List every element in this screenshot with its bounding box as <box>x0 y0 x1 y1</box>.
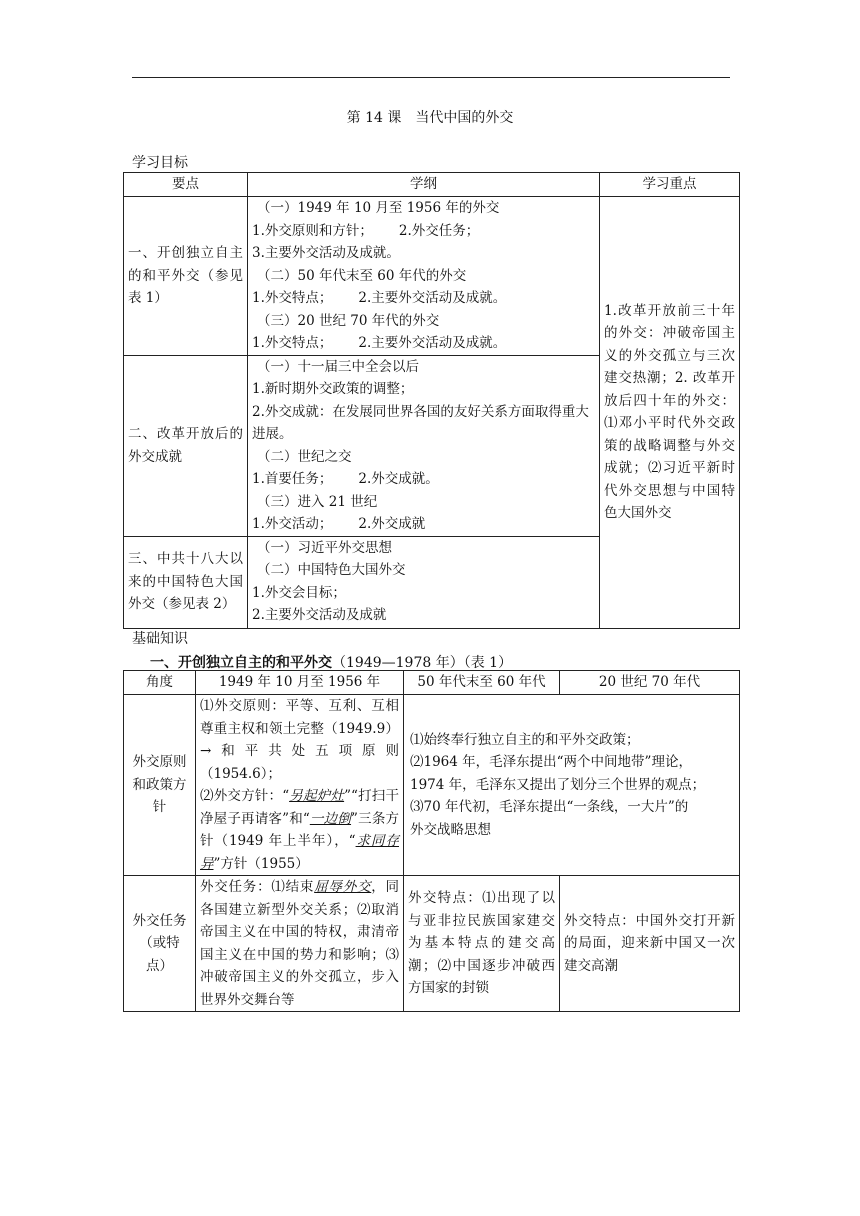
outline-line: （二）中国特色大国外交 <box>257 562 406 578</box>
merged-line: ⑶70 年代初，毛泽东提出“一条线，一大片”的 <box>410 799 689 816</box>
t2-row2-col1 <box>196 876 404 1012</box>
merged-line: 1974 年，毛泽东又提出了划分三个世界的观点； <box>410 776 706 793</box>
goals-header-point: 要点 <box>124 173 248 197</box>
policy-text <box>200 785 399 875</box>
policy-text-part: ”“打扫干净屋子再请客”和“ <box>200 788 399 827</box>
outline-line: （三）20 世纪 70 年代的外交 <box>257 312 440 329</box>
outline-line: 1.外交会目标； <box>252 584 346 601</box>
emphasis-term: 另起炉灶 <box>289 788 345 804</box>
goals-header-outline: 学纲 <box>248 173 600 197</box>
diplomacy-table <box>123 670 740 1012</box>
tasks-text-part: ，同各国建立新型外交关系；⑵取消帝国主义在中国的特权，肃清帝国主义在中国的势力和影响；⑶冲破帝国主义的外交孤立，步入世界外交舞台等 <box>200 879 400 1008</box>
outline-line: 1.首要任务； <box>252 471 333 487</box>
outline-line: 1.外交特点； <box>252 335 333 351</box>
page-title: 第 14 课 当代中国的外交 <box>346 110 514 126</box>
t2-row1-col1 <box>196 695 404 876</box>
tasks-text-part: 外交任务：⑴结束 <box>200 879 315 895</box>
goals-outline-3 <box>248 536 600 628</box>
outline-line: 2.主要外交活动及成就 <box>252 607 387 623</box>
goals-focus: 1.改革开放前三十年的外交：冲破帝国主义的外交孤立与三次建交热潮；2. 改革开放后四十年的外交：⑴邓小平时代外交政策的战略调整与外交成就；⑵习近平新时代外交思想与中国特色大国外交 <box>600 197 740 629</box>
outline-line: 2.外交成就。 <box>358 471 439 487</box>
outline-line: 2.外交成就 <box>358 516 426 532</box>
outline-line: 1.外交特点； <box>252 290 333 306</box>
merged-line: ⑴始终奉行独立自主的和平外交政策； <box>410 731 640 748</box>
outline-line: 3.主要外交活动及成就。 <box>252 245 400 261</box>
section-heading-text: 一、开创独立自主的和平外交 <box>150 655 332 671</box>
t2-header-period3: 20 世纪 70 年代 <box>560 671 740 695</box>
outline-line: （一）1949 年 10 月至 1956 年的外交 <box>257 200 500 216</box>
header-rule <box>132 77 730 78</box>
t2-header-period1: 1949 年 10 月至 1956 年 <box>196 671 404 695</box>
outline-line: （二）50 年代末至 60 年代的外交 <box>257 267 467 284</box>
t2-header-period2: 50 年代末至 60 年代 <box>404 671 560 695</box>
t2-header-angle: 角度 <box>124 671 196 695</box>
goals-label: 学习目标 <box>132 155 188 171</box>
outline-line: 1.外交活动； <box>252 516 333 532</box>
outline-line: （三）进入 21 世纪 <box>257 493 378 510</box>
policy-text-part: ⑵外交方针：“ <box>200 788 290 804</box>
outline-line: 2.外交成就：在发展同世界各国的友好关系方面取得重大进展。 <box>252 403 589 442</box>
basics-label: 基础知识 <box>132 631 188 647</box>
outline-line: （一）习近平外交思想 <box>257 539 392 556</box>
emphasis-term: 求同存异 <box>200 833 399 872</box>
merged-line: 外交战略思想 <box>410 821 491 838</box>
t2-row2-label: 外交任务（或特点） <box>124 876 196 1012</box>
goals-point-3: 三、中共十八大以来的中国特色大国外交（参见表 2） <box>124 536 248 628</box>
goals-table <box>123 172 740 629</box>
t2-row2-col3: 外交特点：中国外交打开新的局面，迎来新中国又一次建交高潮 <box>560 876 740 1012</box>
t2-row2-col2: 外交特点：⑴出现了以与亚非拉民族国家建交为基本特点的建交高潮；⑵中国逐步冲破西方国家的封锁 <box>404 876 560 1012</box>
goals-point-1: 一、开创独立自主的和平外交（参见表 1） <box>124 197 248 356</box>
outline-line: 1.外交原则和方针； <box>252 222 373 239</box>
goals-header-focus: 学习重点 <box>600 173 740 197</box>
goals-outline-1 <box>248 197 600 356</box>
emphasis-term: 屈辱外交 <box>314 879 372 895</box>
section-heading <box>150 652 512 672</box>
t2-row1-merged <box>404 695 740 876</box>
outline-line: （一）十一届三中全会以后 <box>257 358 419 375</box>
emphasis-term: 一边倒 <box>309 810 352 827</box>
outline-line: （二）世纪之交 <box>257 448 352 465</box>
section-heading-suffix: （1949—1978 年）（表 1） <box>332 655 513 671</box>
outline-line: 2.主要外交活动及成就。 <box>358 335 507 351</box>
goals-outline-2 <box>248 355 600 536</box>
goals-point-2: 二、改革开放后的外交成就 <box>124 355 248 536</box>
outline-line: 1.新时期外交政策的调整； <box>252 381 414 397</box>
t2-row1-label: 外交原则和政策方针 <box>124 695 196 876</box>
policy-text-part: ”三条方针（1949 年上半年），“ <box>200 810 400 849</box>
outline-line: 2.外交任务； <box>398 222 480 239</box>
principles-text: ⑴外交原则：平等、互利、互相尊重主权和领土完整（1949.9）→和平共处五项原则（1954.6）； <box>200 698 399 782</box>
outline-line: 2.主要外交活动及成就。 <box>358 290 507 306</box>
policy-text-part: ”方针（1955） <box>213 855 309 872</box>
merged-line: ⑵1964 年，毛泽东提出“两个中间地带”理论， <box>410 754 692 771</box>
